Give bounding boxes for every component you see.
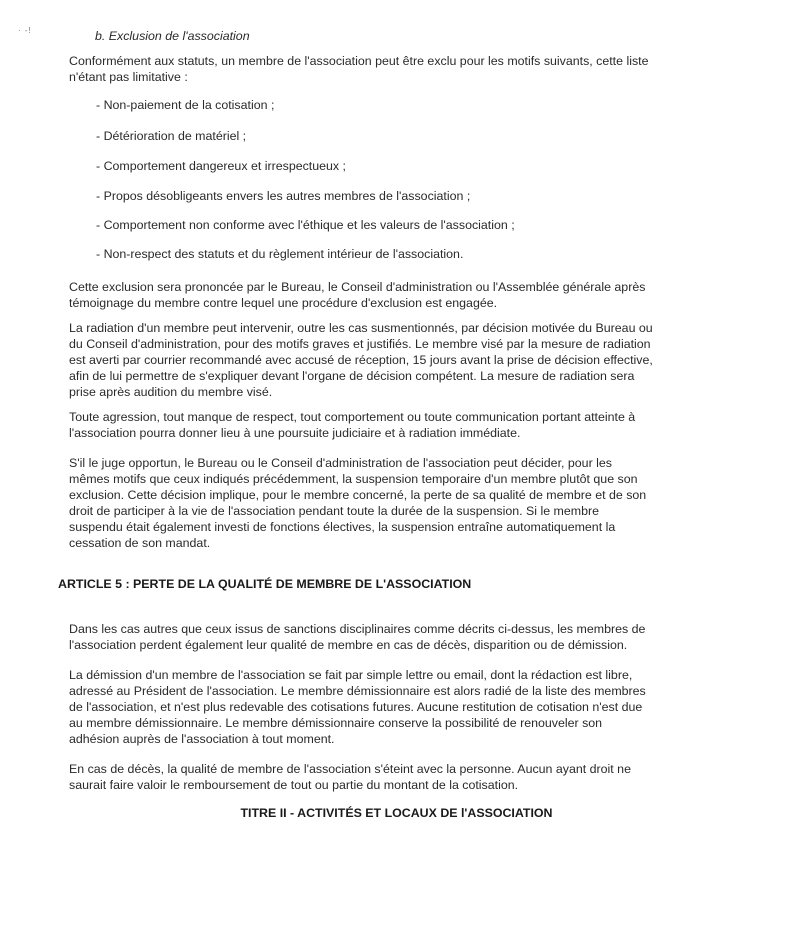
text-line: La radiation d'un membre peut intervenir, outre les cas susmentionnés, par décision motivée du Bureau ou bbox=[69, 321, 653, 335]
text-line: Toute agression, tout manque de respect, tout comportement ou toute communication portant atteinte à bbox=[69, 410, 636, 424]
titre-2-heading: TITRE II - ACTIVITÉS ET LOCAUX DE l'ASSOCIATION bbox=[240, 806, 553, 820]
text-line: droit de participer à la vie de l'association pendant toute la durée de la suspension. Si le membre bbox=[69, 504, 599, 518]
text-line: saurait faire valoir le remboursement de tout ou partie du montant de la cotisation. bbox=[69, 778, 519, 792]
text-line: En cas de décès, la qualité de membre de l'association s'éteint avec la personne. Aucun ayant droit ne bbox=[69, 762, 631, 776]
perte-paragraph bbox=[69, 621, 729, 653]
demission-paragraph bbox=[69, 667, 729, 747]
agression-paragraph bbox=[69, 409, 729, 441]
text-line: Cette exclusion sera prononcée par le Bureau, le Conseil d'administration ou l'Assemblée générale après bbox=[69, 280, 646, 294]
intro-paragraph bbox=[69, 53, 729, 85]
radiation-paragraph bbox=[69, 320, 729, 400]
text-line: exclusion. Cette décision implique, pour le membre concerné, la perte de sa qualité de membre et de son bbox=[69, 488, 647, 502]
text-line: cessation de son mandat. bbox=[69, 536, 211, 550]
deces-paragraph bbox=[69, 761, 729, 793]
article-5-heading: ARTICLE 5 : PERTE DE LA QUALITÉ DE MEMBRE DE L'ASSOCIATION bbox=[58, 577, 472, 591]
text-line: au membre démissionnaire. Le membre démissionnaire conserve la possibilité de renouveler son bbox=[69, 716, 603, 730]
text-line: adhésion auprès de l'association à tout moment. bbox=[69, 732, 335, 746]
text-line: suspendu était également investi de fonctions électives, la suspension entraîne automatiquement la bbox=[69, 520, 616, 534]
text-line: de l'association, et n'est plus redevable des cotisations futures. Aucune restitution de cotisation n'est due bbox=[69, 700, 643, 714]
list-item: - Non-respect des statuts et du règlement intérieur de l'association. bbox=[96, 247, 464, 261]
text-line: prise après audition du membre visé. bbox=[69, 385, 273, 399]
text-line: Conformément aux statuts, un membre de l'association peut être exclu pour les motifs suivants, cette liste bbox=[69, 54, 649, 68]
exclusion-paragraph bbox=[69, 279, 729, 311]
text-line: témoignage du membre contre lequel une procédure d'exclusion est engagée. bbox=[69, 296, 498, 310]
list-item: - Comportement dangereux et irrespectueux ; bbox=[96, 159, 347, 173]
text-line: n'étant pas limitative : bbox=[69, 70, 188, 84]
text-line: l'association perdent également leur qualité de membre en cas de décès, disparition ou de démission. bbox=[69, 638, 628, 652]
list-item: - Détérioration de matériel ; bbox=[96, 129, 247, 143]
text-line: adressé au Président de l'association. Le membre démissionnaire est alors radié de la liste des membres bbox=[69, 684, 646, 698]
section-subtitle: b. Exclusion de l'association bbox=[95, 29, 250, 43]
text-line: mêmes motifs que ceux indiqués précédemment, la suspension temporaire d'un membre plutôt que son bbox=[69, 472, 638, 486]
list-item: - Propos désobligeants envers les autres membres de l'association ; bbox=[96, 189, 471, 203]
list-item: - Non-paiement de la cotisation ; bbox=[96, 98, 275, 112]
list-item: - Comportement non conforme avec l'éthique et les valeurs de l'association ; bbox=[96, 218, 515, 232]
text-line: du Conseil d'administration, pour des motifs graves et justifiés. Le membre visé par la mesure de radiation bbox=[69, 337, 651, 351]
text-line: l'association pourra donner lieu à une poursuite judiciaire et à radiation immédiate. bbox=[69, 426, 521, 440]
suspension-paragraph bbox=[69, 455, 729, 551]
text-line: La démission d'un membre de l'association se fait par simple lettre ou email, dont la rédaction est libre, bbox=[69, 668, 633, 682]
text-line: Dans les cas autres que ceux issus de sanctions disciplinaires comme décrits ci-dessus, les membres de bbox=[69, 622, 646, 636]
text-line: est averti par courrier recommandé avec accusé de réception, 15 jours avant la prise de décision effective, bbox=[69, 353, 653, 367]
text-line: S'il le juge opportun, le Bureau ou le Conseil d'administration de l'association peut décider, pour les bbox=[69, 456, 612, 470]
text-line: afin de lui permettre de s'expliquer devant l'organe de décision compétent. La mesure de radiation sera bbox=[69, 369, 635, 383]
scan-mark: · -! bbox=[18, 26, 32, 35]
